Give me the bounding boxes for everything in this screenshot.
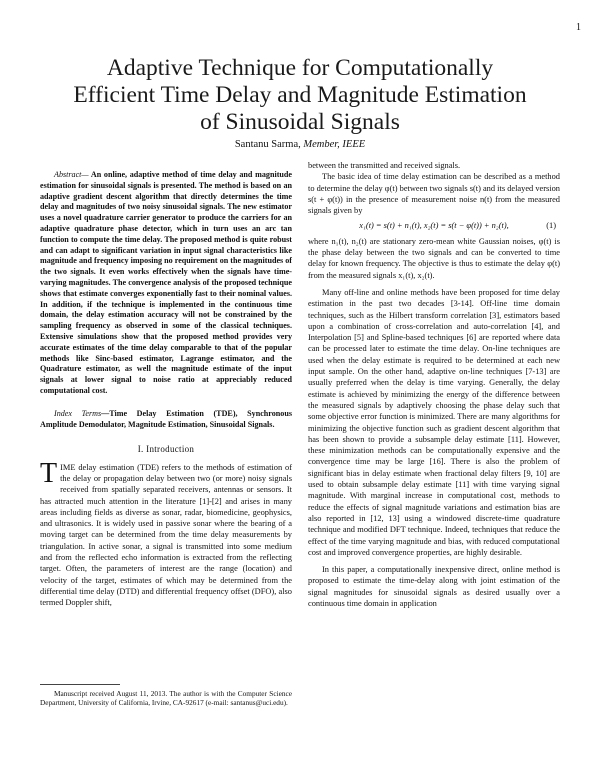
author-role: Member, IEEE bbox=[303, 139, 366, 150]
author-line bbox=[40, 139, 560, 150]
index-terms bbox=[40, 409, 292, 431]
right-column bbox=[308, 160, 560, 609]
intro-text: IME delay estimation (TDE) refers to the methods of estimation of the delay or propagation delay between two (or more) noisy signals received from spatially separated receivers, antennas or sensors. It has attracted much attention in the literature [1]-[2] and arises in many areas including fields as diverse as sonar, radar, biomedicine, geophysics, and ultrasonics. It is widely used in passive sonar where the bearing of a moving target can be determined from the time delay measurements by triangulation. In active sonar, a signal is transmitted into some medium and from the reflected echo information is extracted from the reflecting target. Often, the parameters of interest are the range (location) and velocity of the target, estimates of which may be determined from the differential time delay (DTD) and differential frequency offset (DFO), also termed Doppler shift, bbox=[40, 462, 292, 608]
right-continuation: between the transmitted and received signals. bbox=[308, 161, 461, 170]
noise-paragraph: where n₁(t), n₂(t) are stationary zero-mean white Gaussian noises, φ(t) is the phase delay between the two signals and can be converted to time delay for known frequency. The objective is thus to estimate the delay φ(t) from the measured signals x₁(t), x₂(t). bbox=[308, 236, 560, 280]
abstract bbox=[40, 170, 292, 397]
title-line-3: of Sinusoidal Signals bbox=[200, 109, 400, 135]
proposal-paragraph: In this paper, a computationally inexpensive direct, online method is proposed to estimate the time-delay along with joint estimation of the signal magnitudes for sinusoidal signals as desired usually over a continuous time domain in application bbox=[308, 565, 560, 608]
footnote-rule bbox=[40, 684, 120, 685]
equation-text: x₁(t) = s(t) + n₁(t), x₂(t) = s(t − φ(t)) + n₂(t), bbox=[359, 221, 509, 231]
author-name: Santanu Sarma, bbox=[234, 139, 301, 150]
delay-definition-paragraph: The basic idea of time delay estimation can be described as a method to determine the delay φ(t) between two signals s(t) and its delayed version s(t + φ(t)) in the presence of measurement noise n(t) from the measured signals given by bbox=[308, 172, 560, 216]
footnote: Manuscript received August 11, 2013. The author is with the Computer Science Department, University of California, Irvine, CA-92617 (e-mail: santanus@uci.edu). bbox=[40, 689, 292, 708]
title-line-2: Efficient Time Delay and Magnitude Estimation bbox=[73, 82, 527, 108]
abstract-text: An online, adaptive method of time delay and magnitude estimation for sinusoidal signals is presented. The method is based on an adaptive gradient descent algorithm that directly determines the time delay and magnitudes of two noisy sinusoidal signals. The new estimator uses a novel quadrature carrier generator to produce the carriers for an adaptive quadrature phase detector, which in turn uses an arc tan function to compute the time delay. The proposed method is quite robust and can adapt to significant variation in input signal characteristics like magnitude and frequency imposing no requirement on the magnitudes of the two signals. It even works effectively when the signals have time-varying magnitudes. The convergence analysis of the proposed technique shows that estimate converges exponentially fast to their nominal values. In addition, if the technique is implemented in the continuous time domain, the delay estimation accuracy will not be constrained by the sampling frequency as observed in some of the classical techniques. Extensive simulations show that the proposed method provides very accurate estimates of the time delay comparable to that of the popular methods like Sinc-based estimator, Lagrange estimator, and the Quadrature estimator, as well the magnitude estimate of the input signals at lower signal to noise ratio at appreciably reduced computational cost. bbox=[40, 170, 292, 395]
equation-number: (1) bbox=[546, 221, 556, 231]
page-number: 1 bbox=[576, 22, 581, 33]
section-heading: I. Introduction bbox=[137, 444, 195, 455]
intro-paragraph bbox=[40, 457, 292, 609]
title-line-1: Adaptive Technique for Computationally bbox=[106, 55, 494, 81]
drop-cap: T bbox=[40, 457, 58, 489]
left-column bbox=[40, 170, 292, 608]
index-terms-label: Index Terms bbox=[54, 408, 102, 418]
abstract-label: Abstract— bbox=[54, 170, 89, 179]
paper-title bbox=[40, 55, 560, 136]
index-terms-text: —Time Delay Estimation (TDE), Synchronous Amplitude Demodulator, Magnitude Estimation, Sinusoidal Signals. bbox=[40, 408, 293, 429]
equation-1 bbox=[308, 220, 560, 231]
related-work-paragraph: Many off-line and online methods have been proposed for time delay estimation in the past two decades [3-14]. Off-line time domain techniques, such as the Hilbert transform correlation [3], estimators based upon a combination of cross-correlation and auto-correlation [4], and Interpolation [5] and Spline-based techniques [6] are reported where data can be processed later to estimate the time delay. On-line techniques are used when the delay estimate is required to be determined at each new input sample. On the other hand, adaptive on-line techniques [7-13] are usually preferred when the delay is time varying. Generally, the delay estimate is achieved by minimizing the energy of the difference between the measured signals by adaptively choosing the phase delay such that some objective error function is minimized. There are many algorithms for minimizing the objective function such as gradient descent algorithm that has been shown to provide a subsample delay estimate [11]. However, these minimization methods can be computationally expensive and the convergence time may be large [16]. There is also the problem of significant bias in delay estimate when fractional delay filters [9, 10] are used to obtain subsample delay estimate [11] with time varying signal magnitude. With marginal increase in computational cost, methods to reduce the effects of signal magnitude variations and estimation bias are also reported in [12, 13] using a windowed discrete-time quadrature technique and modified DFT technique. Indeed, techniques that reduce the effect of the time varying magnitude and bias, with reduced computational cost and improved convergence properties, are highly desirable. bbox=[308, 287, 560, 557]
